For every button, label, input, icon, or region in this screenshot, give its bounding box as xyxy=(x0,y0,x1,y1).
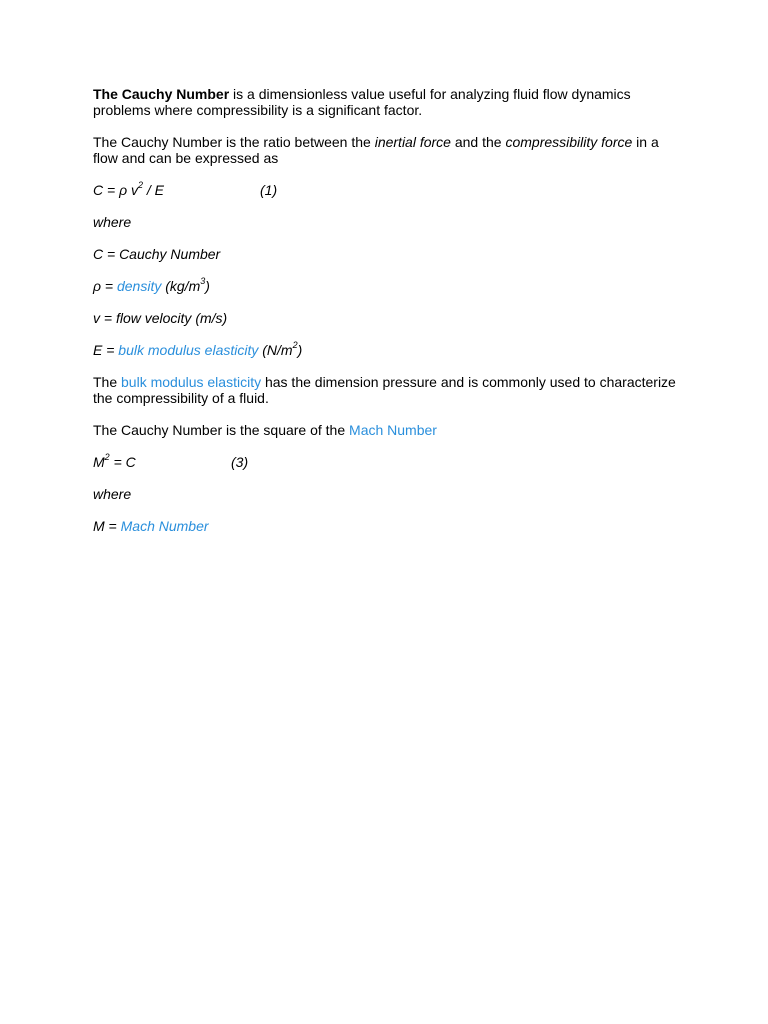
equation-3-exponent: 2 xyxy=(104,452,110,463)
cauchy-number-term: The Cauchy Number xyxy=(93,86,230,102)
def-density-unit-close: ) xyxy=(205,278,210,294)
def-bulk-modulus xyxy=(93,342,683,358)
document-body xyxy=(93,86,683,550)
equation-3 xyxy=(93,454,683,470)
bulk-text-2: has the dimension pressure and is commonly used to characterize the compressibility of a fluid. xyxy=(93,374,676,406)
equation-1-number: (1) xyxy=(260,182,278,198)
bulk-modulus-paragraph xyxy=(93,374,683,406)
square-text: The Cauchy Number is the square of the xyxy=(93,422,350,438)
equation-1-exponent: 2 xyxy=(137,180,143,191)
def-density-prefix: ρ = xyxy=(93,278,117,294)
ratio-text-3: in a flow and can be expressed as xyxy=(93,134,659,166)
def-bulk-unit: (N/m xyxy=(258,342,293,358)
equation-3-lhs: M xyxy=(93,454,105,470)
compressibility-force-term: compressibility force xyxy=(505,134,633,150)
where-label-2: where xyxy=(93,486,132,502)
mach-number-link-2[interactable]: Mach Number xyxy=(120,518,209,534)
square-paragraph xyxy=(93,422,683,438)
ratio-paragraph xyxy=(93,134,683,166)
def-mach-prefix: M = xyxy=(93,518,121,534)
density-link[interactable]: density xyxy=(116,278,162,294)
equation-1-rhs: / E xyxy=(143,182,165,198)
def-bulk-unit-close: ) xyxy=(297,342,303,358)
mach-number-link[interactable]: Mach Number xyxy=(349,422,437,438)
bulk-modulus-link[interactable]: bulk modulus elasticity xyxy=(118,342,259,358)
def-density-unit: (kg/m xyxy=(161,278,201,294)
def-bulk-prefix: E = xyxy=(93,342,119,358)
def-density-unit-exponent: 3 xyxy=(200,276,206,287)
def-density xyxy=(93,278,683,294)
bulk-text-1: The xyxy=(93,374,122,390)
def-bulk-unit-exponent: 2 xyxy=(292,340,298,351)
def-flow-velocity: v = flow velocity (m/s) xyxy=(93,310,228,326)
inertial-force-term: inertial force xyxy=(374,134,451,150)
equation-1 xyxy=(93,182,683,198)
ratio-text-1: The Cauchy Number is the ratio between the xyxy=(93,134,375,150)
equation-1-lhs: C = ρ v xyxy=(93,182,138,198)
ratio-text-2: and the xyxy=(450,134,506,150)
equation-3-number: (3) xyxy=(231,454,249,470)
where-label-1: where xyxy=(93,214,132,230)
bulk-modulus-link-2[interactable]: bulk modulus elasticity xyxy=(121,374,262,390)
def-cauchy-number: C = Cauchy Number xyxy=(93,246,221,262)
intro-text: is a dimensionless value useful for analyzing fluid flow dynamics problems where compressibility is a significant factor. xyxy=(93,86,631,118)
intro-paragraph xyxy=(93,86,683,118)
equation-3-rhs: = C xyxy=(109,454,136,470)
def-mach-number xyxy=(93,518,683,534)
